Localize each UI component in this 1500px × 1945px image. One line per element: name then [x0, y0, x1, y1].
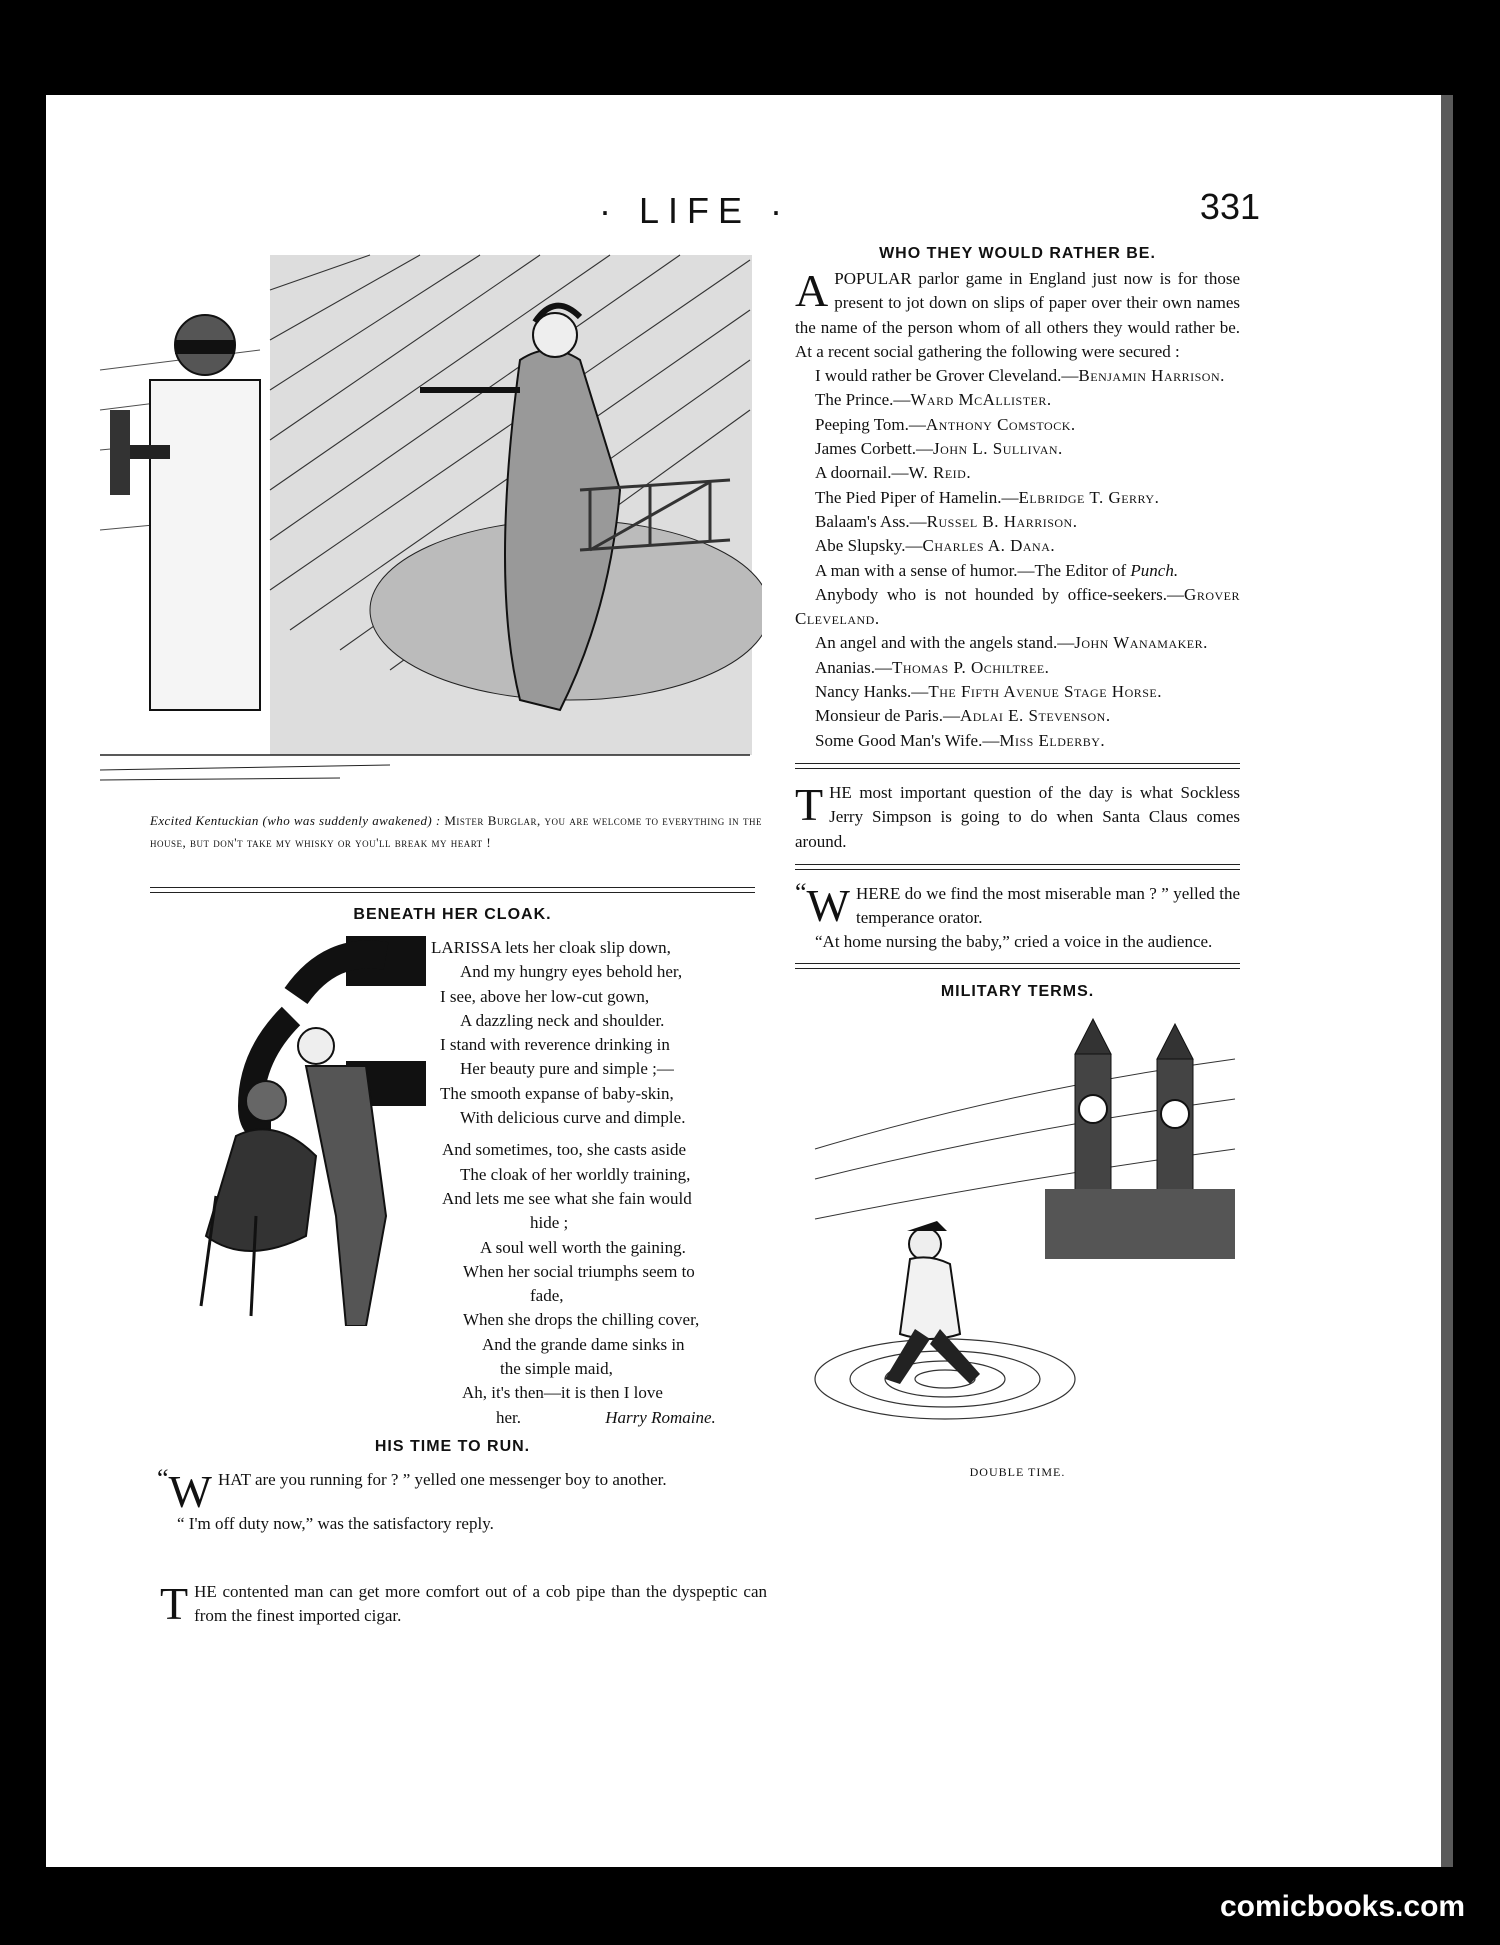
jerry-para [795, 778, 1240, 854]
list-item: Nancy Hanks.—The Fifth Avenue Stage Horse. [815, 682, 1162, 702]
right-column [795, 245, 1240, 1480]
rather-be-intro [795, 267, 1240, 364]
list-item: A doornail.—W. Reid. [815, 463, 972, 483]
his-time-title: HIS TIME TO RUN. [374, 1438, 531, 1455]
page-edge [1441, 95, 1453, 1867]
poem-line: And the grande dame sinks in [482, 1334, 685, 1354]
masthead-title: · LIFE · [598, 190, 791, 231]
his-time-line2: “ I'm off duty now,” was the satisfactory reply. [177, 1514, 494, 1533]
rather-be-list [795, 364, 1240, 753]
poem-line: fade, [530, 1286, 564, 1306]
rather-be-title: WHO THEY WOULD RATHER BE. [879, 245, 1156, 262]
dropcap-t: T [160, 1578, 189, 1629]
poem-body [430, 936, 730, 1430]
list-item: James Corbett.—John L. Sullivan. [815, 439, 1063, 459]
poem-line: When her social triumphs seem to [463, 1261, 695, 1281]
poem-line: And sometimes, too, she casts aside [442, 1140, 687, 1160]
poem-line: And my hungry eyes behold her, [460, 962, 683, 982]
poem-line: The cloak of her worldly training, [460, 1164, 691, 1184]
rule-right-2 [795, 864, 1240, 870]
rather-be-intro-text: POPULAR parlor game in England just now is for those present to jot down on slips of paper over their own names the name of the person whom of all others they would rather be. At a recent social gathering the following were secured : [795, 269, 1240, 361]
jerry-text: HE most important question of the day is what Sockless Jerry Simpson is going to do when Santa Claus comes around. [795, 782, 1240, 851]
poem-line: The smooth expanse of baby-skin, [440, 1083, 674, 1103]
list-item: I would rather be Grover Cleveland.—Benjamin Harrison. [815, 366, 1225, 386]
caption-text: Mister Burglar, you are welcome to everything in the house, but don't take my whisky or you'll break my heart ! [150, 813, 762, 850]
list-item: Ananias.—Thomas P. Ochiltree. [815, 657, 1050, 677]
list-item: The Prince.—Ward McAllister. [815, 390, 1052, 410]
miserable-line1: HERE do we find the most miserable man ? ” yelled the temperance orator. [855, 883, 1240, 928]
his-time-body [157, 1464, 767, 1536]
poem-line: I see, above her low-cut gown, [440, 986, 650, 1006]
list-item: Abe Slupsky.—Charles A. Dana. [815, 536, 1056, 556]
contented-text: HE contented man can get more comfort out of a cob pipe than the dyspeptic can from the finest imported cigar. [194, 1582, 767, 1626]
military-caption: DOUBLE TIME. [969, 1464, 1066, 1479]
caption-italic: Excited Kentuckian (who was suddenly awakened) : [150, 813, 441, 828]
rule-left-1 [150, 887, 755, 893]
watermark: comicbooks.com [1220, 1890, 1466, 1923]
poem-line: I stand with reverence drinking in [440, 1035, 670, 1055]
poem-line: LARISSA lets her cloak slip down, [431, 938, 671, 957]
poem-line: hide ; [530, 1213, 569, 1233]
open-quote-2: “ [795, 877, 807, 907]
poem-author: Harry Romaine. [605, 1407, 716, 1427]
poem-line [430, 1406, 730, 1430]
page-number: 331 [1199, 186, 1260, 227]
list-item: An angel and with the angels stand.—John Wanamaker. [815, 633, 1208, 653]
open-quote: “ [157, 1464, 169, 1493]
poem-title: BENEATH HER CLOAK. [353, 906, 552, 923]
his-time-line1: HAT are you running for ? ” yelled one messenger boy to another. [217, 1470, 667, 1489]
dropcap-w: W [168, 1466, 212, 1517]
poem-line: A dazzling neck and shoulder. [460, 1010, 665, 1030]
poem-line: Ah, it's then—it is then I love [462, 1383, 663, 1403]
list-item: The Pied Piper of Hamelin.—Elbridge T. Gerry. [815, 487, 1160, 507]
list-item: Monsieur de Paris.—Adlai E. Stevenson. [815, 706, 1111, 726]
burglar-caption [150, 810, 762, 854]
poem-line: When she drops the chilling cover, [463, 1310, 700, 1330]
poem-line: And lets me see what she fain would [442, 1188, 692, 1208]
poem-line: Her beauty pure and simple ;— [460, 1059, 674, 1079]
dropcap-w2: W [806, 879, 850, 931]
his-time-para [157, 1464, 767, 1517]
military-title: MILITARY TERMS. [940, 982, 1095, 1000]
rule-right-1 [795, 763, 1240, 769]
cloak-illustration [196, 936, 436, 1326]
miserable-line2: “At home nursing the baby,” cried a voice in the audience. [815, 932, 1213, 952]
rule-right-3 [795, 963, 1240, 969]
dropcap-a: A [795, 265, 829, 316]
burglar-cartoon [90, 250, 762, 798]
dropcap-t2: T [795, 778, 824, 830]
poem-line: the simple maid, [500, 1359, 613, 1379]
miserable-para [795, 877, 1240, 931]
poem-line: A soul well worth the gaining. [480, 1237, 686, 1257]
list-item: Some Good Man's Wife.—Miss Elderby. [815, 730, 1106, 750]
list-item: Anybody who is not hounded by office-seekers.—Grover Cleveland. [795, 584, 1240, 629]
list-item: Balaam's Ass.—Russel B. Harrison. [815, 511, 1078, 531]
military-cartoon [795, 1009, 1240, 1459]
contented-para [160, 1580, 767, 1629]
poem-line: With delicious curve and dimple. [460, 1108, 686, 1128]
list-item: Peeping Tom.—Anthony Comstock. [815, 414, 1076, 434]
list-item: A man with a sense of humor.—The Editor of Punch. [815, 560, 1179, 580]
poem-last-line: her. [496, 1407, 522, 1427]
